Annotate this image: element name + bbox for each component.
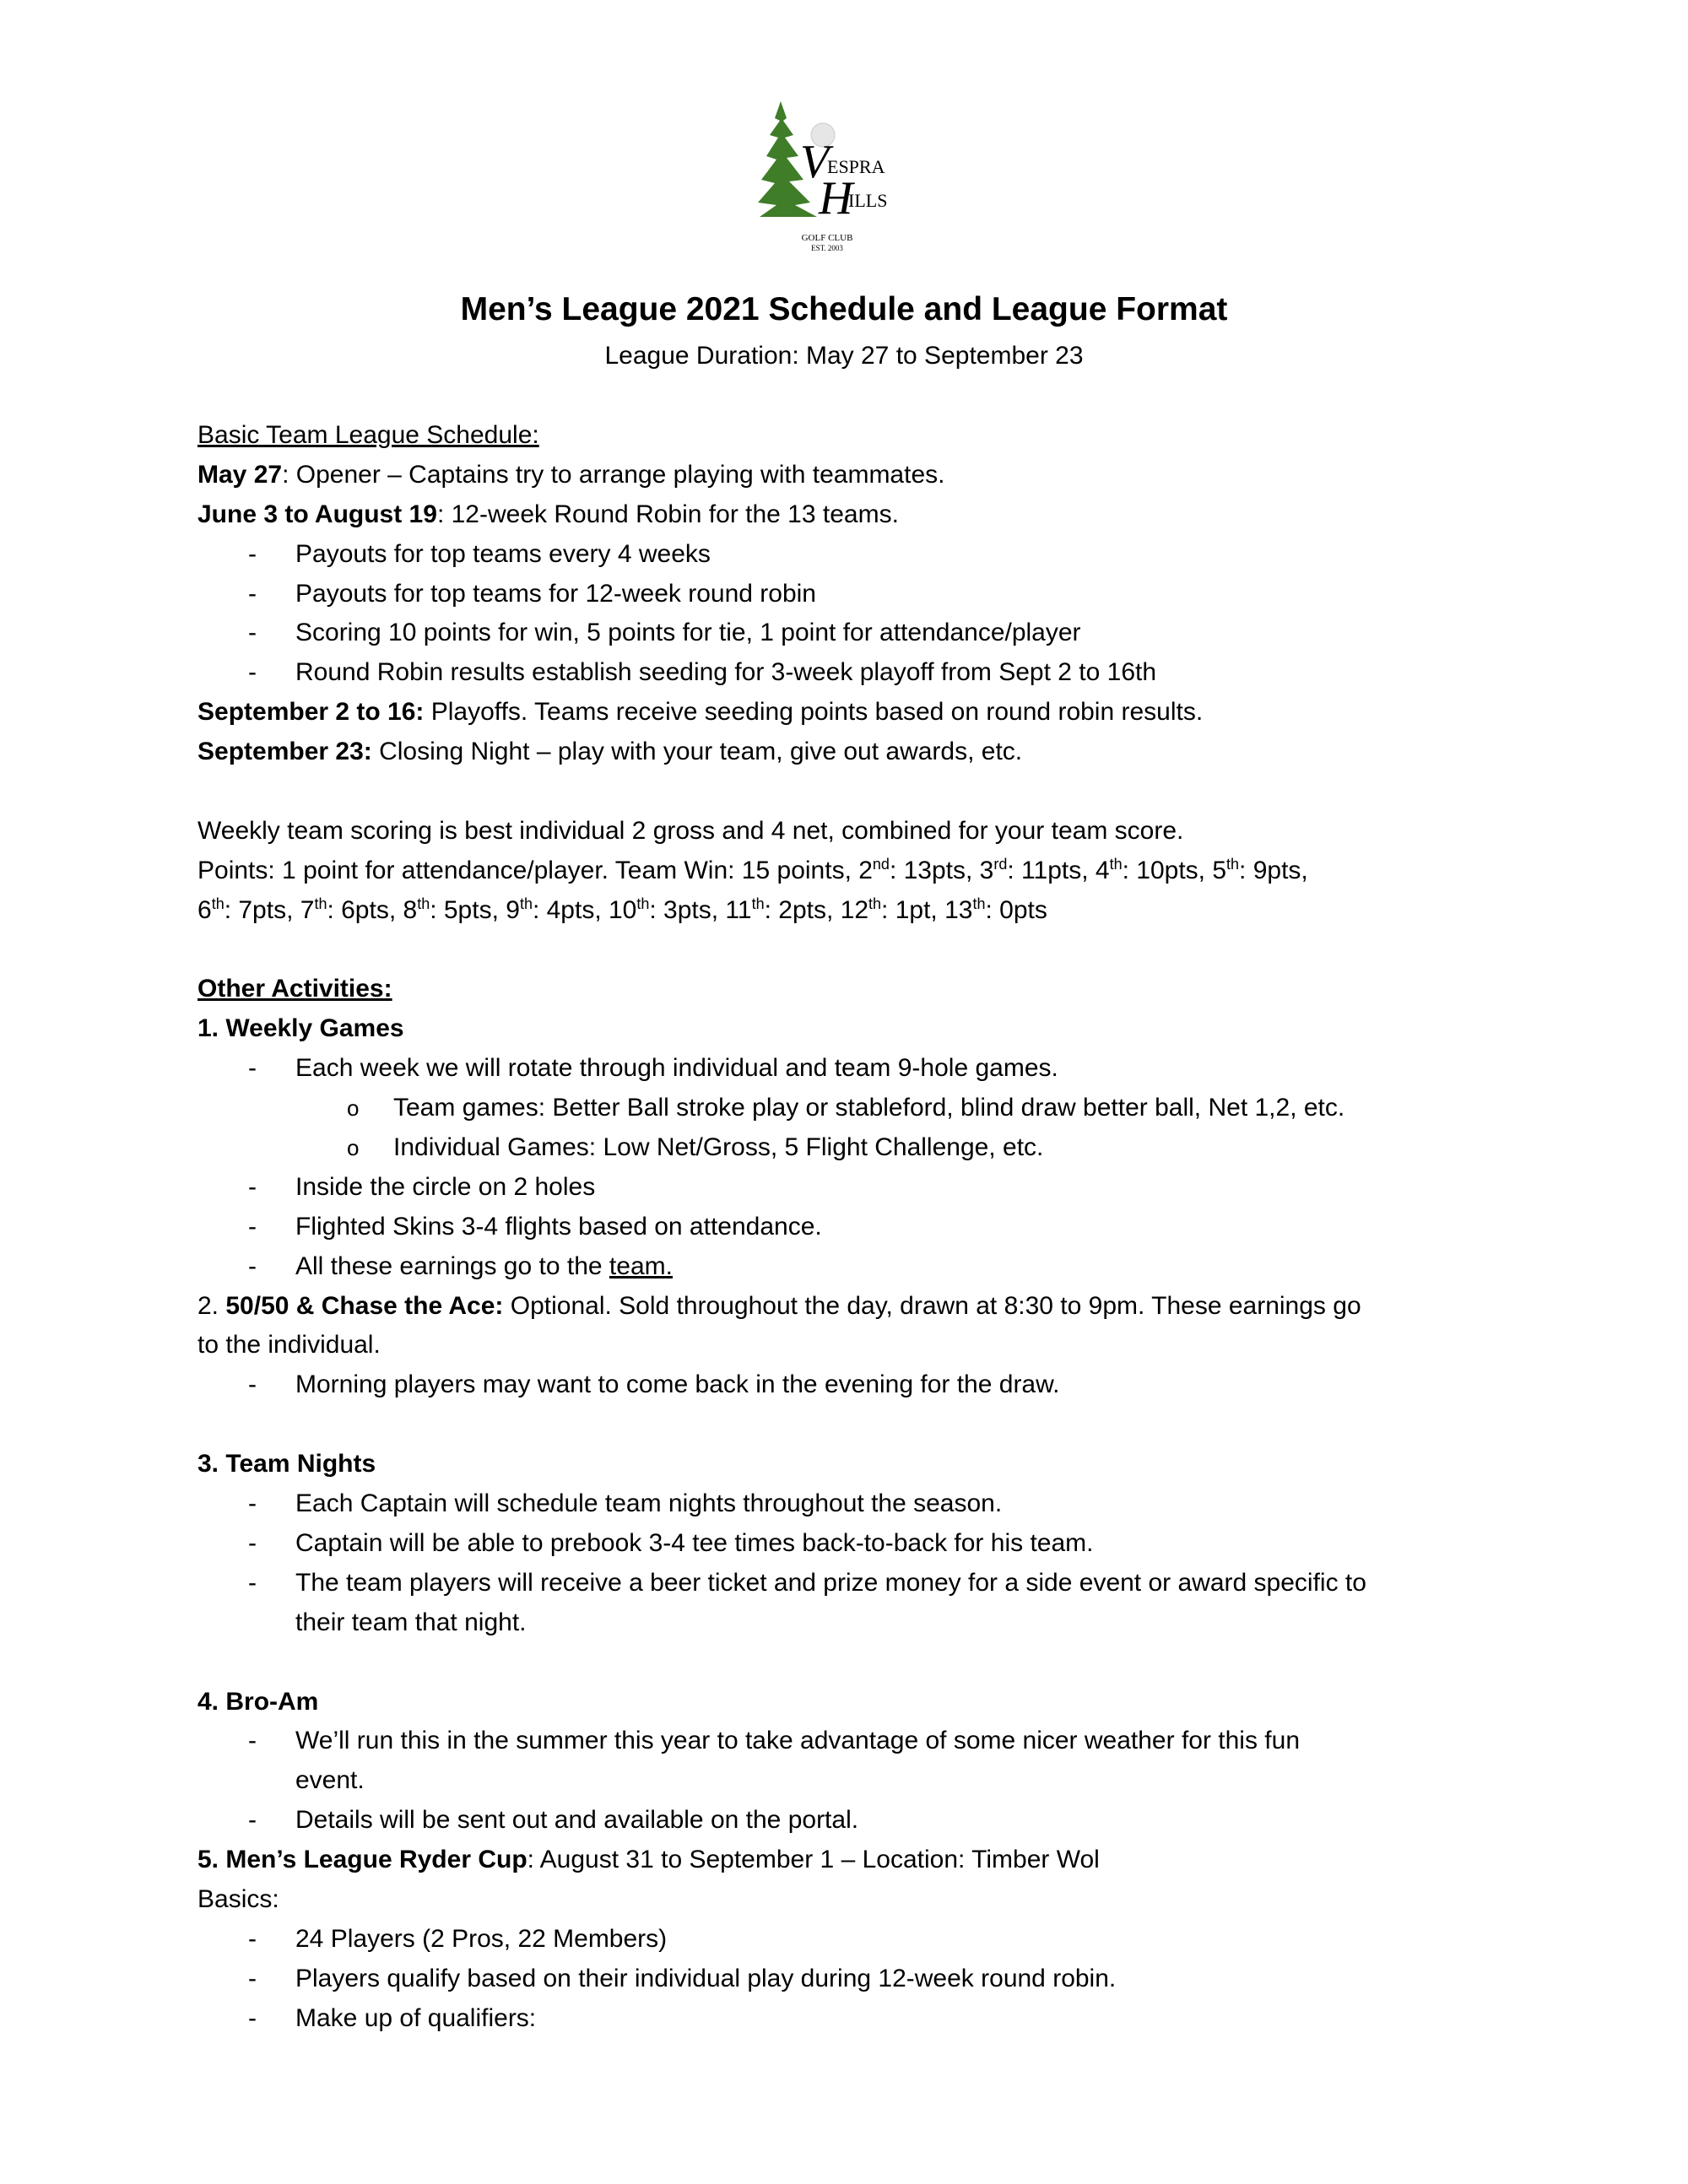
bullet-item <box>197 1564 1514 1603</box>
dash-bullet-icon: - <box>248 1924 257 1953</box>
bullet-item <box>197 1365 1514 1405</box>
ordinal-suffix: th <box>211 895 225 912</box>
line-text <box>295 1960 1116 1999</box>
text-run: : 6pts, 8 <box>327 895 418 924</box>
line-text <box>295 1920 667 1960</box>
text-line <box>197 456 1514 495</box>
line-text <box>197 1688 318 1716</box>
text-run: Playoffs. Teams receive seeding points based on round robin results. <box>424 698 1204 727</box>
line-text <box>295 1524 1093 1564</box>
line-text <box>295 1722 1300 1761</box>
bold-text: 5. Men’s League Ryder Cup <box>197 1846 528 1874</box>
text-run: Points: 1 point for attendance/player. Team Win: 15 points, 2 <box>197 856 873 884</box>
text-run: Basics: <box>197 1884 279 1913</box>
bold-text: September 2 to 16: <box>197 698 425 727</box>
dash-bullet-icon: - <box>248 1727 257 1755</box>
bullet-item <box>197 1999 1514 2039</box>
line-text <box>197 1846 1100 1873</box>
dash-bullet-icon: - <box>248 539 257 568</box>
text-run: All these earnings go to the <box>295 1251 609 1280</box>
text-run: The team players will receive a beer ticket and prize money for a side event or award specific to <box>295 1568 1366 1597</box>
text-run: : August 31 to September 1 – Location: Timber Wol <box>527 1846 1100 1874</box>
ordinal-suffix: th <box>636 895 650 912</box>
text-run: Scoring 10 points for win, 5 points for tie, 1 point for attendance/player <box>295 619 1081 647</box>
ordinal-suffix: th <box>972 895 986 912</box>
ordinal-suffix: th <box>314 895 327 912</box>
line-text <box>295 1484 1002 1524</box>
bullet-item <box>197 1168 1514 1208</box>
text-run: event. <box>295 1766 365 1795</box>
bold-text: June 3 to August 19 <box>197 500 437 528</box>
bullet-item <box>197 1524 1514 1564</box>
dash-bullet-icon: - <box>248 619 257 647</box>
bold-text: 4. Bro-Am <box>197 1687 319 1716</box>
blank-line <box>197 772 1514 812</box>
circle-bullet-icon: o <box>347 1095 360 1122</box>
svg-text:ILLS: ILLS <box>848 190 888 211</box>
text-run: Round Robin results establish seeding for 3-week playoff from Sept 2 to 16th <box>295 658 1157 687</box>
text-run: : 3pts, 11 <box>649 895 752 924</box>
dash-bullet-icon: - <box>248 2003 257 2032</box>
blank-line <box>197 1405 1514 1445</box>
bullet-item <box>197 1247 1514 1287</box>
dash-bullet-icon: - <box>248 1568 257 1597</box>
ordinal-suffix: th <box>417 895 430 912</box>
text-line <box>197 693 1514 733</box>
text-run: Payouts for top teams every 4 weeks <box>295 539 711 568</box>
ordinal-suffix: th <box>1109 855 1123 873</box>
bold-text: September 23: <box>197 738 372 766</box>
text-run: Payouts for top teams for 12-week round robin <box>295 579 816 608</box>
line-text <box>295 535 711 575</box>
blank-line <box>197 931 1514 970</box>
text-line <box>197 1009 1514 1049</box>
line-text <box>197 461 944 489</box>
dash-bullet-icon: - <box>248 1212 257 1241</box>
text-run: : 9pts, <box>1239 856 1308 884</box>
svg-text:GOLF CLUB: GOLF CLUB <box>801 233 853 243</box>
bullet-item <box>197 575 1514 614</box>
line-text <box>295 575 816 614</box>
line-text <box>197 500 899 528</box>
bold-text: Other Activities: <box>197 975 392 1003</box>
text-run: : 11pts, 4 <box>1007 856 1110 884</box>
dash-bullet-icon: - <box>248 1054 257 1083</box>
text-line <box>197 1761 1514 1801</box>
bold-text: 50/50 & Chase the Ace: <box>225 1291 504 1320</box>
line-text <box>197 421 539 449</box>
bullet-item <box>197 1960 1514 1999</box>
text-run: Captain will be able to prebook 3-4 tee times back-to-back for his team. <box>295 1528 1094 1557</box>
ordinal-suffix: th <box>751 895 765 912</box>
text-run: : 13pts, 3 <box>889 856 994 884</box>
dash-bullet-icon: - <box>248 1370 257 1399</box>
league-duration: League Duration: May 27 to September 23 <box>604 342 1084 370</box>
bullet-item <box>197 1049 1514 1089</box>
bullet-item <box>197 614 1514 653</box>
text-run: : 4pts, 10 <box>532 895 637 924</box>
text-line <box>197 891 1514 931</box>
text-line <box>197 1445 1514 1484</box>
text-run: Inside the circle on 2 holes <box>295 1172 596 1201</box>
text-line <box>197 416 1514 456</box>
dash-bullet-icon: - <box>248 1806 257 1835</box>
bullet-item <box>197 1801 1514 1841</box>
text-line <box>197 1287 1514 1327</box>
line-text <box>197 896 1047 924</box>
ordinal-suffix: th <box>1226 855 1240 873</box>
text-run: : 7pts, 7 <box>224 895 315 924</box>
line-text <box>295 614 1081 653</box>
text-run: We’ll run this in the summer this year to take advantage of some nicer weather for this fun <box>295 1727 1301 1755</box>
text-line <box>197 1841 1514 1880</box>
dash-bullet-icon: - <box>248 579 257 608</box>
text-run: Flighted Skins 3-4 flights based on attendance. <box>295 1212 822 1241</box>
bullet-item <box>197 1722 1514 1761</box>
line-text <box>197 1450 376 1478</box>
bullet-item <box>197 1208 1514 1247</box>
line-text <box>197 975 392 1003</box>
text-run: : 2pts, 12 <box>764 895 869 924</box>
text-run: Details will be sent out and available on the portal. <box>295 1806 859 1835</box>
line-text <box>393 1128 1043 1168</box>
text-run: Morning players may want to come back in the evening for the draw. <box>295 1370 1060 1399</box>
text-line <box>197 733 1514 772</box>
dash-bullet-icon: - <box>248 1172 257 1201</box>
dash-bullet-icon: - <box>248 658 257 687</box>
line-text <box>197 698 1203 726</box>
text-run: Individual Games: Low Net/Gross, 5 Flight Challenge, etc. <box>393 1133 1044 1162</box>
text-line <box>197 970 1514 1009</box>
line-text <box>295 1761 365 1801</box>
line-text <box>295 1999 536 2039</box>
text-run: Weekly team scoring is best individual 2 gross and 4 net, combined for your team score. <box>197 816 1184 845</box>
line-text <box>197 817 1183 845</box>
line-text <box>197 1014 404 1042</box>
line-text <box>295 1049 1058 1089</box>
text-line <box>197 851 1514 891</box>
text-run: Each Captain will schedule team nights throughout the season. <box>295 1489 1003 1518</box>
circle-bullet-icon: o <box>347 1135 360 1161</box>
line-text <box>197 738 1022 765</box>
text-run: Closing Night – play with your team, give out awards, etc. <box>371 738 1023 766</box>
line-text <box>295 1247 673 1287</box>
text-run: : 12-week Round Robin for the 13 teams. <box>436 500 899 528</box>
line-text <box>295 1208 822 1247</box>
ordinal-suffix: nd <box>872 855 890 873</box>
bullet-item <box>197 1920 1514 1960</box>
line-text <box>197 1292 1361 1320</box>
line-text <box>295 1564 1366 1603</box>
text-run: 6 <box>197 895 212 924</box>
svg-text:ESPRA: ESPRA <box>827 156 885 177</box>
dash-bullet-icon: - <box>248 1964 257 1992</box>
text-run: : 10pts, 5 <box>1122 856 1227 884</box>
logo-graphic <box>743 89 912 257</box>
ordinal-suffix: rd <box>993 855 1008 873</box>
text-run: to the individual. <box>197 1331 381 1360</box>
text-run: : 5pts, 9 <box>430 895 520 924</box>
line-text <box>295 653 1156 693</box>
text-run: Each week we will rotate through individual and team 9-hole games. <box>295 1054 1058 1083</box>
bold-text: May 27 <box>197 460 283 489</box>
bullet-item <box>197 1089 1514 1128</box>
text-run: : 0pts <box>985 895 1047 924</box>
bold-text: 1. Weekly Games <box>197 1014 404 1043</box>
text-line <box>197 1603 1514 1643</box>
text-run: Make up of qualifiers: <box>295 2003 537 2032</box>
club-logo <box>743 89 912 257</box>
dash-bullet-icon: - <box>248 1528 257 1557</box>
line-text <box>197 857 1308 884</box>
svg-text:EST. 2003: EST. 2003 <box>811 244 843 252</box>
document-title: Men’s League 2021 Schedule and League Format <box>460 291 1228 327</box>
blank-line <box>197 1643 1514 1683</box>
text-line <box>197 1326 1514 1365</box>
svg-text:H: H <box>819 172 853 224</box>
line-text <box>393 1089 1344 1128</box>
svg-text:V: V <box>800 136 830 188</box>
bullet-item <box>197 535 1514 575</box>
text-run: : 1pt, 13 <box>881 895 973 924</box>
dash-bullet-icon: - <box>248 1251 257 1280</box>
text-run: Team games: Better Ball stroke play or stableford, blind draw better ball, Net 1,2, etc. <box>393 1094 1345 1122</box>
text-run: Optional. Sold throughout the day, drawn at 8:30 to 9pm. These earnings go <box>503 1291 1361 1320</box>
bullet-item <box>197 1484 1514 1524</box>
bold-text: 3. Team Nights <box>197 1450 376 1479</box>
text-line <box>197 1880 1514 1920</box>
text-line <box>197 1683 1514 1722</box>
text-run: Players qualify based on their individual play during 12-week round robin. <box>295 1964 1117 1992</box>
line-text <box>295 1801 858 1841</box>
text-run: 2. <box>197 1291 226 1320</box>
line-text <box>295 1168 595 1208</box>
ordinal-suffix: th <box>868 895 882 912</box>
text-run: team. <box>609 1251 673 1280</box>
text-run: their team that night. <box>295 1608 527 1636</box>
ordinal-suffix: th <box>519 895 533 912</box>
line-text <box>197 1885 279 1913</box>
text-run: 24 Players (2 Pros, 22 Members) <box>295 1924 668 1953</box>
document-body <box>197 416 1514 2039</box>
text-line <box>197 812 1514 851</box>
bullet-item <box>197 1128 1514 1168</box>
text-run: Basic Team League Schedule: <box>197 421 539 449</box>
dash-bullet-icon: - <box>248 1489 257 1518</box>
line-text <box>295 1603 527 1643</box>
bullet-item <box>197 653 1514 693</box>
line-text <box>197 1331 381 1359</box>
text-line <box>197 495 1514 535</box>
text-run: : Opener – Captains try to arrange playing with teammates. <box>282 460 945 489</box>
line-text <box>295 1365 1059 1405</box>
